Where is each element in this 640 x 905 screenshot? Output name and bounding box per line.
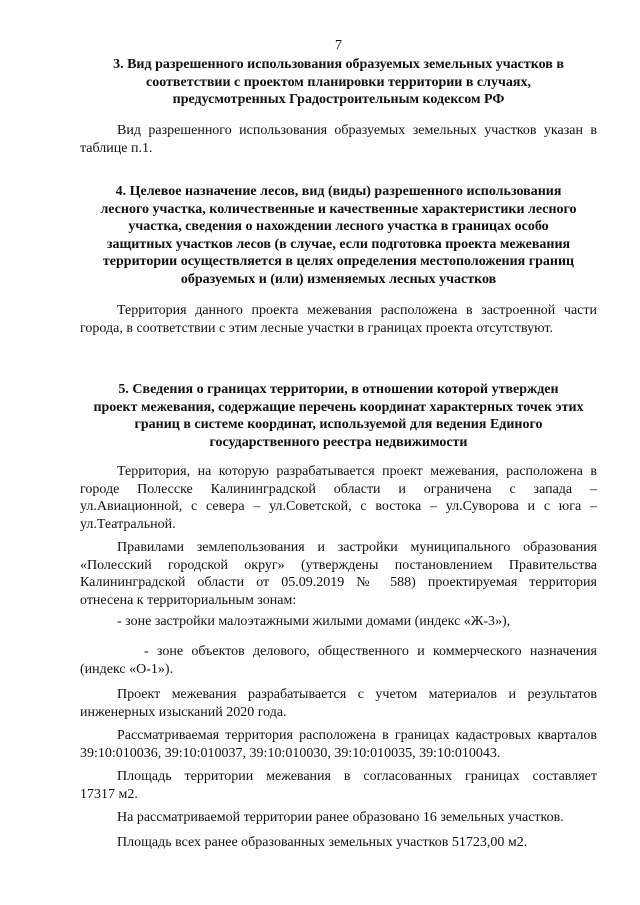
area-paragraph <box>80 768 597 803</box>
heading-line: границ в системе координат, используемой для ведения Единого <box>134 417 543 432</box>
paragraph-line: ул.Авиационной, с севера – ул.Советской, с востока – ул.Суворова и с юга – <box>80 499 597 515</box>
paragraph-line: «Полесский городской округ» (утверждены постановлением Правительства <box>80 557 597 573</box>
surveys-paragraph <box>80 686 597 721</box>
paragraph-line: Площадь территории межевания в согласованных границах составляет <box>117 769 597 784</box>
paragraph-line: ул.Театральной. <box>80 516 176 532</box>
heading-line: соответствии с проектом планировки территории в случаях, <box>146 74 531 90</box>
heading-line: 4. Целевое назначение лесов, вид (виды) разрешенного использования <box>115 184 562 199</box>
paragraph-line: Вид разрешенного использования образуемых земельных участков указан в <box>117 123 597 138</box>
paragraph-line: Площадь всех ранее образованных земельных участков 51723,00 м2. <box>117 835 528 850</box>
paragraph-line: инженерных изысканий 2020 года. <box>80 704 287 720</box>
paragraph-line: 17317 м2. <box>80 786 138 802</box>
section-4-paragraph <box>80 302 597 337</box>
paragraph-line: Территория, на которую разрабатывается проект межевания, расположена в <box>117 464 597 479</box>
section-4-heading <box>80 183 597 288</box>
page-number: 7 <box>335 38 342 53</box>
paragraph-line: - зоне объектов делового, общественного и коммерческого назначения <box>144 644 597 659</box>
heading-line: территории осуществляется в целях определения местоположения границ <box>102 254 575 269</box>
paragraph-line: На рассматриваемой территории ранее образовано 16 земельных участков. <box>117 810 564 825</box>
heading-line: защитных участков лесов (в случае, если подготовка проекта межевания <box>106 236 571 252</box>
paragraph-line: (индекс «О-1»). <box>80 661 174 677</box>
paragraph-line: отнесена к территориальным зонам: <box>80 592 297 608</box>
paragraph-line: города, в соответствии с этим лесные участки в границах проекта отсутствуют. <box>80 320 553 336</box>
paragraph-line: городе Полесске Калининградской области и ограничена с запада – <box>80 481 597 497</box>
heading-line: государственного реестра недвижимости <box>209 434 468 450</box>
heading-line: образуемых и (или) изменяемых лесных участков <box>180 271 497 287</box>
parcels-count-paragraph <box>80 809 597 827</box>
section-3-paragraph <box>80 122 597 157</box>
zone-item-zh3 <box>80 613 597 631</box>
paragraph-line: Калининградской области от 05.09.2019 № 588) проектируемая территория <box>80 575 597 591</box>
rules-paragraph <box>80 539 597 609</box>
section-5-heading <box>80 381 597 451</box>
heading-line: 3. Вид разрешенного использования образуемых земельных участков в <box>113 57 564 72</box>
heading-line: 5. Сведения о границах территории, в отношении которой утвержден <box>118 382 559 397</box>
heading-line: участка, сведения о нахождении лесного участка в границах особо <box>128 219 549 234</box>
section-3-heading <box>80 56 597 109</box>
paragraph-line: таблице п.1. <box>80 140 153 156</box>
paragraph-line: - зоне застройки малоэтажными жилыми домами (индекс «Ж-3»), <box>117 614 511 629</box>
zone-item-o1 <box>80 643 597 678</box>
parcels-area-paragraph <box>80 834 597 852</box>
paragraph-line: Территория данного проекта межевания расположена в застроенной части <box>117 303 597 318</box>
territory-paragraph <box>80 463 597 533</box>
paragraph-line: 39:10:010036, 39:10:010037, 39:10:010030, 39:10:010035, 39:10:010043. <box>80 745 501 761</box>
paragraph-line: Проект межевания разрабатывается с учетом материалов и результатов <box>117 687 597 702</box>
cadastral-paragraph <box>80 727 597 762</box>
paragraph-line: Рассматриваемая территория расположена в границах кадастровых кварталов <box>117 728 597 743</box>
heading-line: проект межевания, содержащие перечень координат характерных точек этих <box>93 399 584 415</box>
heading-line: предусмотренных Градостроительным кодексом РФ <box>172 92 505 107</box>
heading-line: лесного участка, количественные и качественные характеристики лесного <box>100 201 577 217</box>
paragraph-line: Правилами землепользования и застройки муниципального образования <box>117 540 597 555</box>
